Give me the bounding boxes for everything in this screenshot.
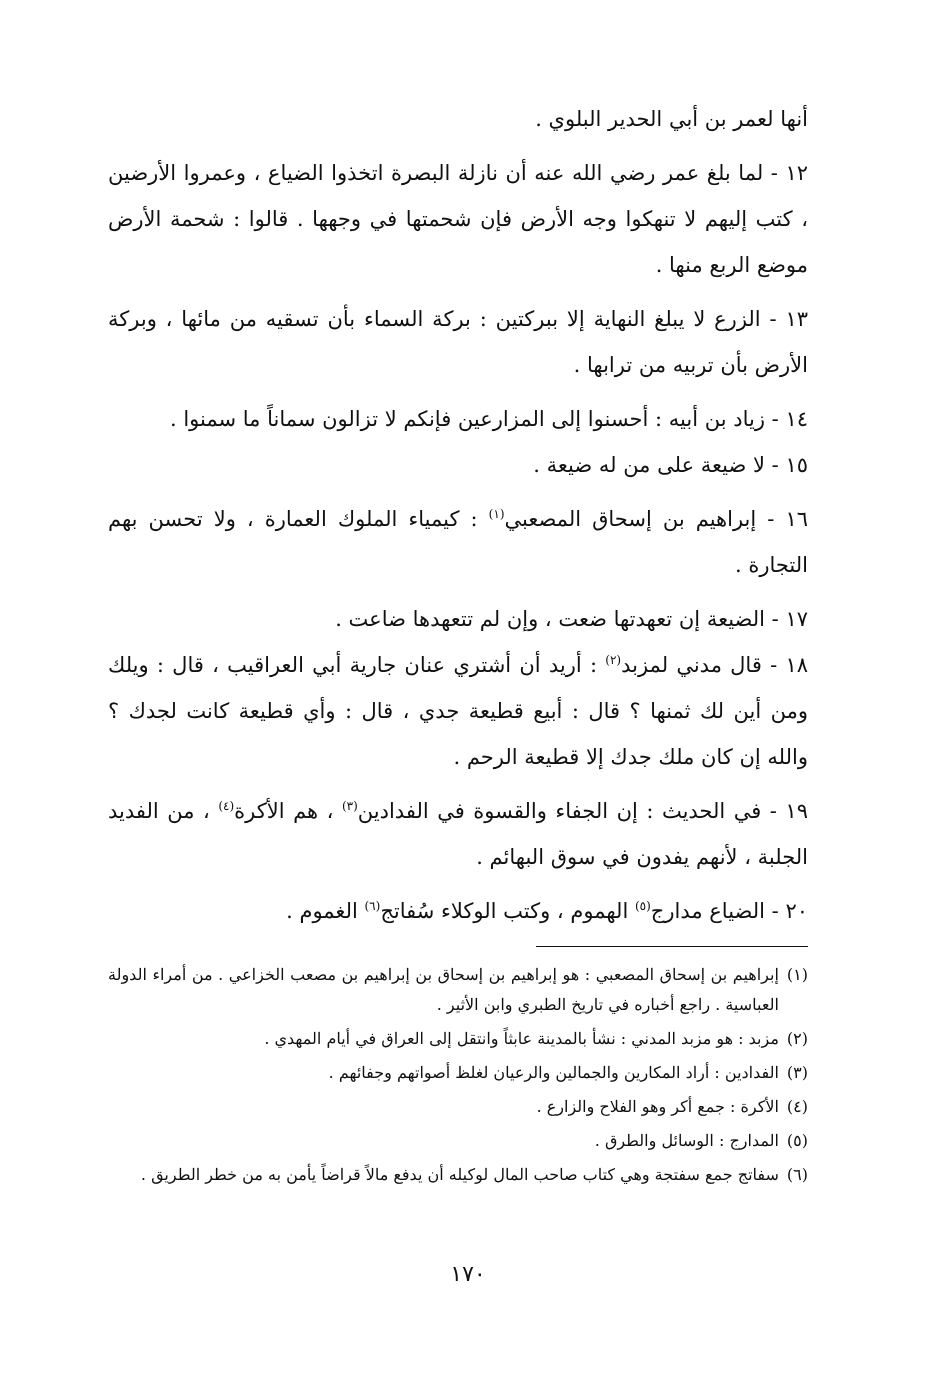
footnote-divider <box>536 946 808 947</box>
footnote-text: الأكرة : جمع أكر وهو الفلاح والزارع . <box>536 1097 779 1116</box>
saying-20 <box>108 888 808 934</box>
footnote-item <box>108 1092 808 1122</box>
footnote-number: (١) <box>786 965 808 984</box>
footnote-ref: (١) <box>488 507 505 521</box>
footnote-text: مزبد : هو مزبد المدني : نشأ بالمدينة عابثاً وانتقل إلى العراق في أيام المهدي . <box>264 1029 779 1048</box>
saying-19-after: ، من الفديد الجلبة ، لأنهم يفدون في سوق البهائم . <box>108 799 808 869</box>
footnote-text: إبراهيم بن إسحاق المصعبي : هو إبراهيم بن إسحاق بن إبراهيم بن مصعب الخزاعي . من أمراء الدولة العباسية . راجع أخباره في تاريخ الطبري وابن الأثير . <box>108 965 779 1014</box>
footnote-number: (٦) <box>786 1165 808 1184</box>
footnote-text: سفاتج جمع سفتجة وهي كتاب صاحب المال لوكيله أن يدفع مالاً قراضاً يأمن به من خطر الطريق . <box>140 1165 779 1184</box>
intro-line: أنها لعمر بن أبي الحدير البلوي . <box>535 107 808 131</box>
saying-20-before: ٢٠ - الضياع مدارج <box>650 899 808 923</box>
footnote-number: (٤) <box>786 1097 808 1116</box>
footnote-text: الفدادين : أراد المكارين والجمالين والرعيان لغلظ أصواتهم وجفائهم . <box>328 1063 779 1082</box>
footnote-ref: (٤) <box>218 799 235 813</box>
footnote-number: (٣) <box>786 1063 808 1082</box>
saying-19 <box>108 788 808 880</box>
main-text <box>108 96 808 942</box>
saying-19-mid: ، هم الأكرة <box>234 799 342 823</box>
footnote-ref: (٣) <box>341 799 358 813</box>
saying-15: ١٥ - لا ضيعة على من له ضيعة . <box>533 453 808 477</box>
saying-18 <box>108 642 808 780</box>
saying-13: ١٣ - الزرع لا يبلغ النهاية إلا ببركتين : بركة السماء بأن تسقيه من مائها ، وبركة الأرض بأن تربيه من ترابها . <box>108 307 808 377</box>
footnote-ref: (٥) <box>634 899 651 913</box>
saying-16-after: : كيمياء الملوك العمارة ، ولا تحسن بهم التجارة . <box>108 507 808 577</box>
saying-18-before: ١٨ - قال مدني لمزبد <box>621 653 809 677</box>
footnote-text: المدارج : الوسائل والطرق . <box>594 1131 779 1150</box>
footnote-item <box>108 960 808 1020</box>
footnote-item <box>108 1058 808 1088</box>
saying-14: ١٤ - زياد بن أبيه : أحسنوا إلى المزارعين فإنكم لا تزالون سماناً ما سمنوا . <box>169 407 808 431</box>
saying-19-before: ١٩ - في الحديث : إن الجفاء والقسوة في الفدادين <box>357 799 808 823</box>
saying-16-before: ١٦ - إبراهيم بن إسحاق المصعبي <box>504 507 808 531</box>
footnote-item <box>108 1024 808 1054</box>
footnote-ref: (٢) <box>605 653 622 667</box>
footnote-number: (٢) <box>786 1029 808 1048</box>
page-number: ١٧٠ <box>450 1262 486 1287</box>
saying-20-mid: الهموم ، وكتب الوكلاء سُفاتج <box>380 899 635 923</box>
footnote-item <box>108 1160 808 1190</box>
footnote-number: (٥) <box>786 1131 808 1150</box>
saying-18-after: : أريد أن أشتري عنان جارية أبي العراقيب ، قال : ويلك ومن أين لك ثمنها ؟ قال : أبيع قطيعة جدي ، قال : وأي قطيعة كانت لجدك ؟ والله إن كان ملك جدك إلا قطيعة الرحم . <box>108 653 808 769</box>
footnotes <box>108 960 808 1194</box>
saying-17: ١٧ - الضيعة إن تعهدتها ضعت ، وإن لم تتعهدها ضاعت . <box>335 607 808 631</box>
saying-20-after: الغموم . <box>286 899 365 923</box>
footnote-ref: (٦) <box>364 899 381 913</box>
saying-12: ١٢ - لما بلغ عمر رضي الله عنه أن نازلة البصرة اتخذوا الضياع ، وعمروا الأرضين ، كتب إليهم لا تنهكوا وجه الأرض فإن شحمتها في وجهها . قالوا : شحمة الأرض موضع الربع منها . <box>108 161 808 277</box>
saying-16 <box>108 496 808 588</box>
footnote-item <box>108 1126 808 1156</box>
